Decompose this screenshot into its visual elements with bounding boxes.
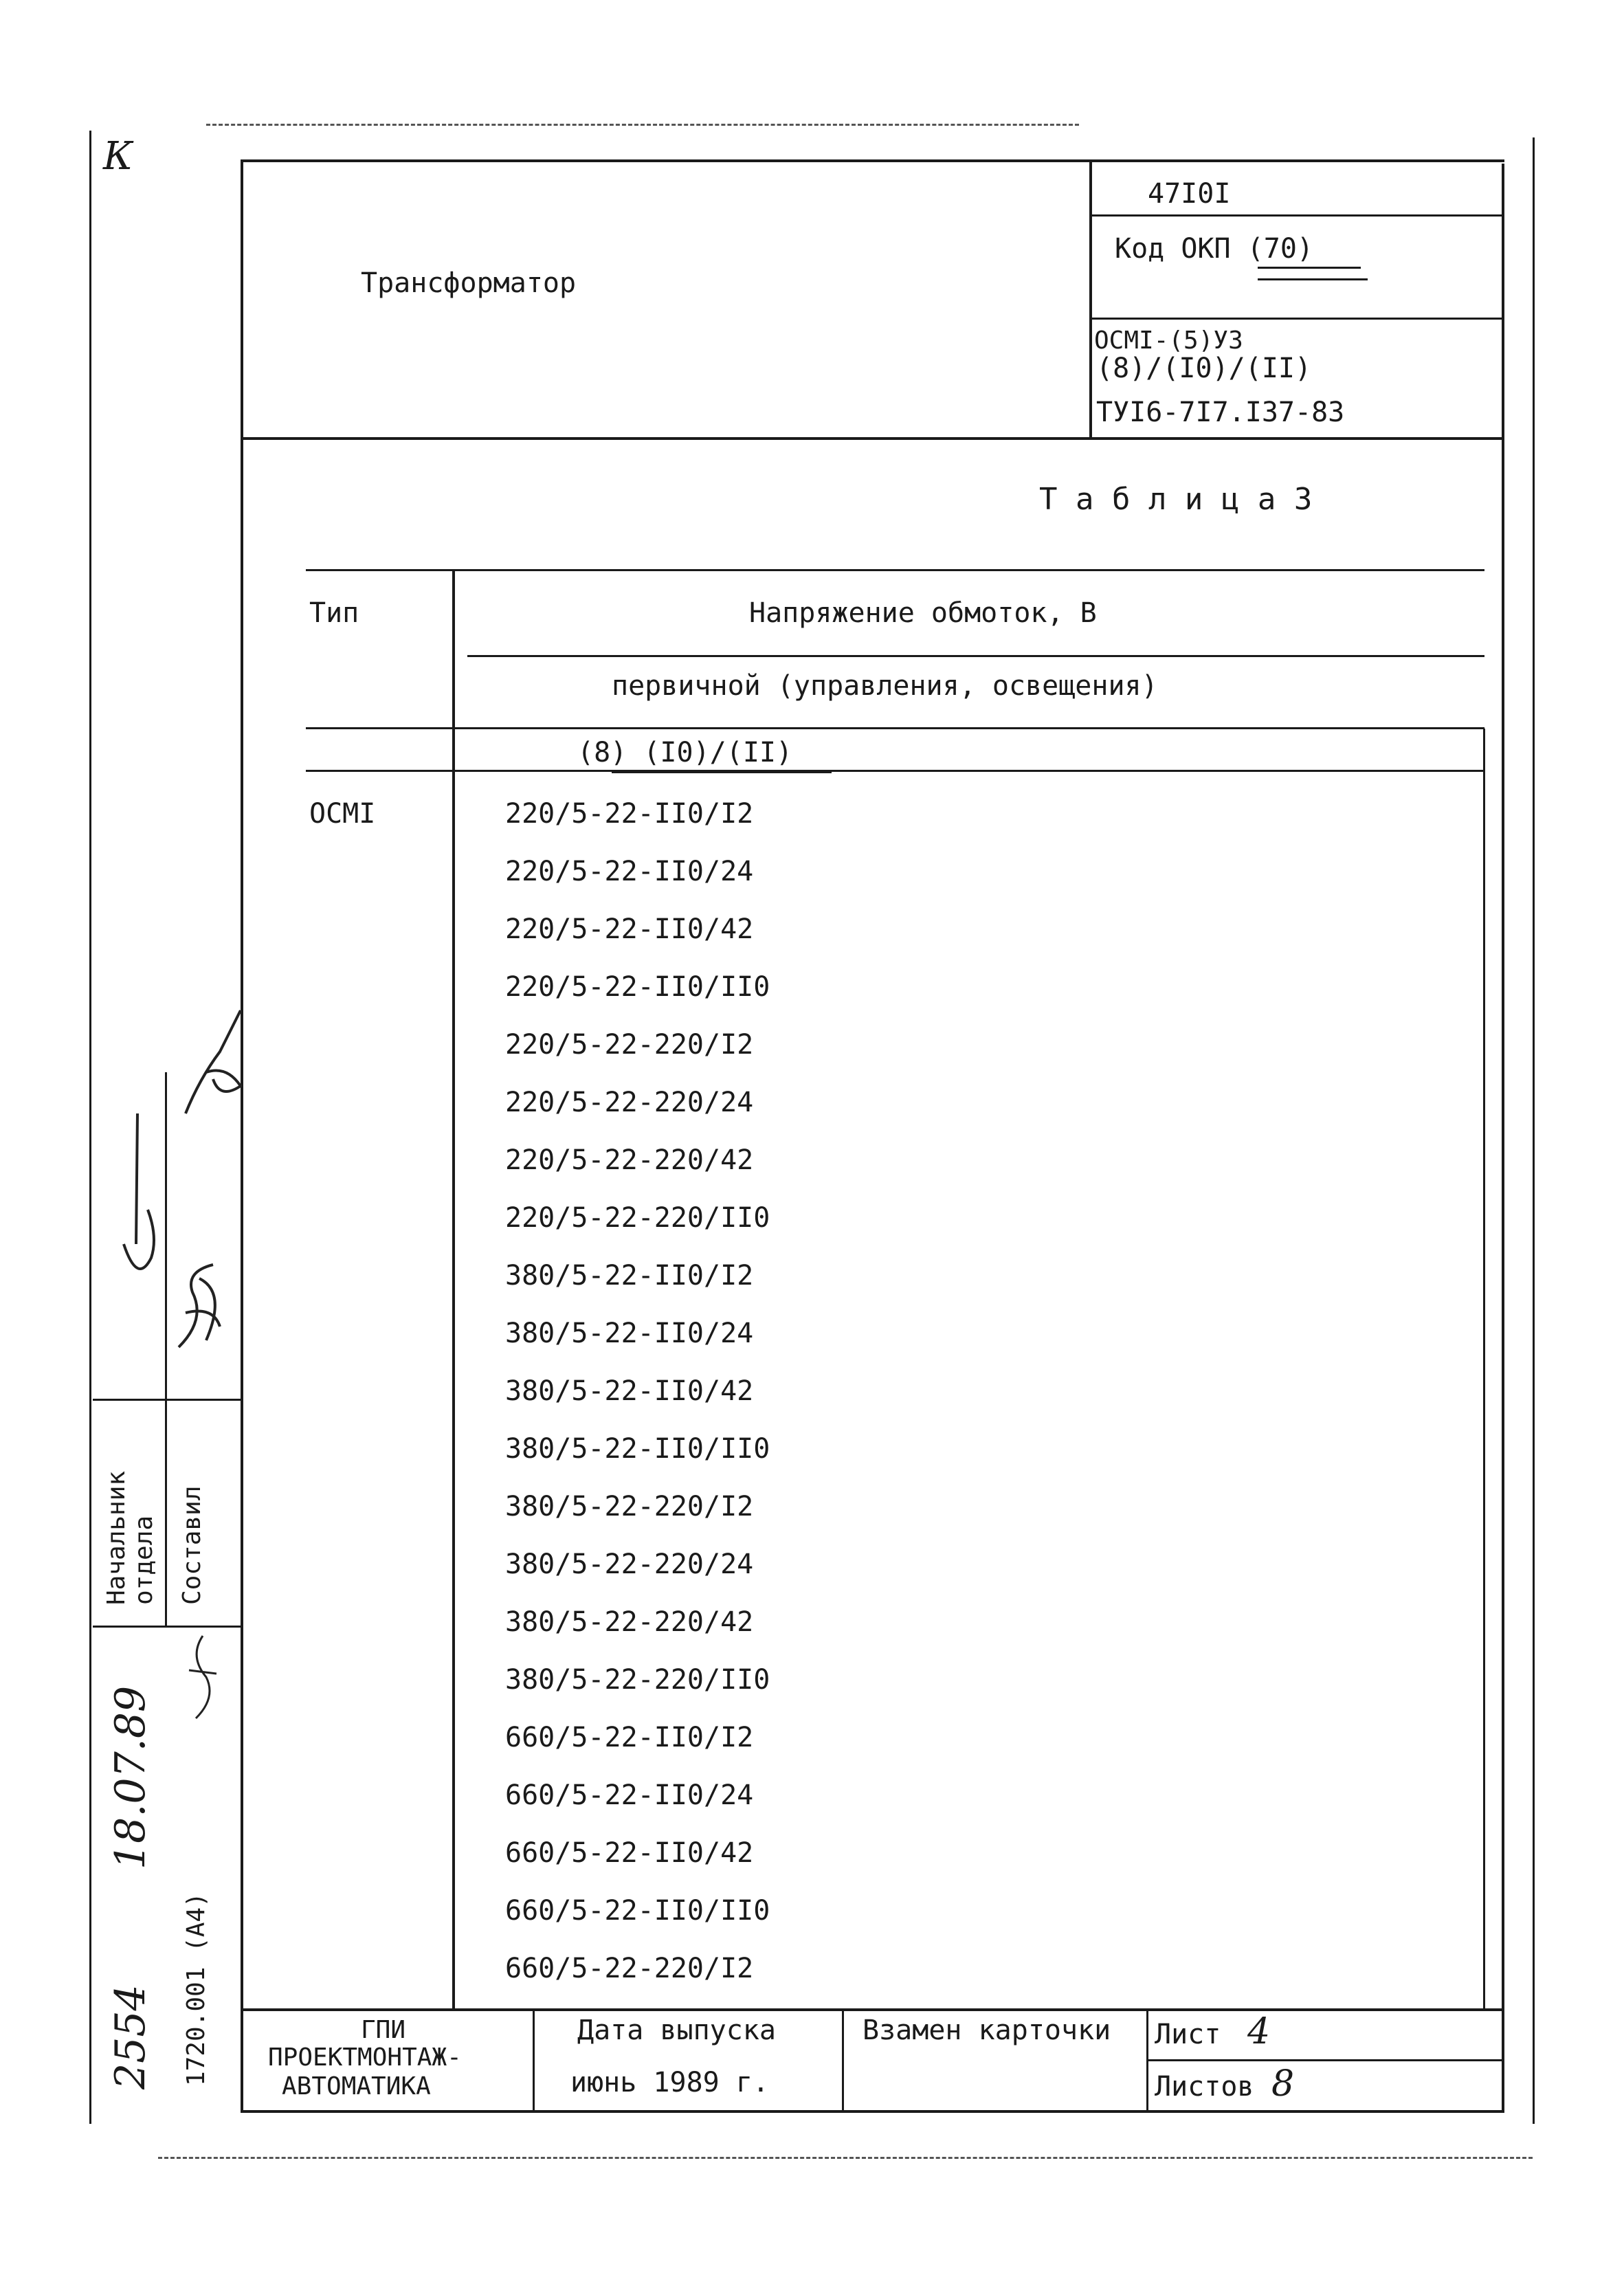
table-row: 380/5-22-II0/I2	[505, 1260, 754, 1291]
table-right	[1483, 729, 1485, 2008]
table-row: 380/5-22-II0/II0	[505, 1433, 770, 1465]
head-label: Начальник отдела	[102, 1470, 158, 1605]
type-value: ОСМI	[309, 798, 376, 830]
table-row: 220/5-22-220/II0	[505, 1202, 770, 1234]
signature-top	[172, 997, 254, 1120]
org-line1: ГПИ	[361, 2016, 406, 2044]
table-row: 660/5-22-II0/II0	[505, 1895, 770, 1927]
table-code-row: (8) (I0)/(II)	[577, 737, 793, 768]
frame-right	[1502, 164, 1504, 2111]
table-row: 220/5-22-II0/24	[505, 856, 754, 887]
replaces-label: Взамен карточки	[863, 2015, 1111, 2046]
table-row: 220/5-22-220/I2	[505, 1029, 754, 1061]
sheet-label: Лист	[1155, 2019, 1221, 2050]
table-subheader: первичной (управления, освещения)	[612, 670, 1158, 702]
model-line1: ОСМI-(5)УЗ	[1094, 326, 1243, 355]
header-right-row1	[1089, 214, 1504, 217]
right-edge-line	[1533, 137, 1535, 2124]
form-code: 1720.001 (А4)	[182, 1892, 210, 2086]
table-top	[306, 569, 1484, 571]
spec-number: ТУI6-7I7.I37-83	[1096, 397, 1345, 428]
issue-label: Дата выпуска	[577, 2015, 776, 2046]
footer-top	[241, 2008, 1504, 2011]
frame-bottom	[241, 2110, 1504, 2113]
table-row: 220/5-22-220/24	[505, 1087, 754, 1118]
top-edge-dash	[206, 124, 1079, 126]
table-header-row1	[467, 655, 1484, 657]
org-line3: АВТОМАТИКА	[282, 2072, 431, 2100]
table-row: 660/5-22-II0/24	[505, 1779, 754, 1811]
left-edge-line	[89, 131, 91, 2124]
bottom-edge-dash	[158, 2157, 1533, 2159]
table-row: 380/5-22-220/42	[505, 1606, 754, 1638]
table-row: 380/5-22-220/I2	[505, 1491, 754, 1522]
sheet-number: 4	[1247, 2011, 1271, 2052]
footer-sheet-divider	[1146, 2059, 1504, 2061]
corner-mark: К	[103, 134, 133, 179]
number-handwritten: 2554	[107, 1984, 155, 2089]
table-row: 220/5-22-II0/II0	[505, 971, 770, 1003]
frame-top	[241, 159, 1504, 162]
header-right-row2	[1089, 318, 1504, 320]
signature-bottom	[175, 1629, 230, 1739]
table-row: 220/5-22-220/42	[505, 1144, 754, 1176]
table-row: 660/5-22-II0/42	[505, 1837, 754, 1869]
signature-compiler	[165, 1251, 234, 1361]
okp-arrow	[1258, 267, 1361, 269]
okp-number: 47I0I	[1148, 178, 1231, 210]
org-line2: ПРОЕКТМОНТАЖ-	[268, 2043, 462, 2072]
footer-div1	[533, 2008, 535, 2111]
table-row: 660/5-22-II0/I2	[505, 1722, 754, 1753]
table-row: 380/5-22-220/24	[505, 1549, 754, 1580]
compiler-label: Составил	[178, 1485, 206, 1605]
table-row: 220/5-22-II0/42	[505, 913, 754, 945]
model-line2: (8)/(I0)/(II)	[1096, 353, 1312, 384]
code-row-underline	[612, 771, 832, 773]
sheets-total: 8	[1271, 2063, 1295, 2105]
table-header-row3	[306, 770, 1484, 772]
footer-div2	[842, 2008, 844, 2111]
date-handwritten: 18.07.89	[107, 1685, 155, 1870]
sheets-label: Листов	[1155, 2071, 1254, 2103]
table-header-row2	[306, 727, 1484, 729]
table-row: 220/5-22-II0/I2	[505, 798, 754, 830]
header-divider	[1089, 159, 1092, 440]
frame-left	[241, 159, 243, 2111]
header-bottom	[241, 437, 1504, 440]
table-row: 660/5-22-220/I2	[505, 1953, 754, 1984]
signature-head	[110, 1107, 165, 1313]
table-row: 380/5-22-II0/42	[505, 1375, 754, 1407]
table-row: 380/5-22-II0/24	[505, 1318, 754, 1349]
col-voltage-header: Напряжение обмоток, В	[749, 597, 1097, 629]
issue-date: июнь 1989 г.	[570, 2067, 769, 2098]
margin-box-bottom	[93, 1626, 241, 1628]
table-type-divider	[452, 569, 455, 2008]
table-caption: Т а б л и ц а 3	[1039, 482, 1313, 517]
okp-code: Код ОКП (70)	[1115, 233, 1313, 265]
table-row: 380/5-22-220/II0	[505, 1664, 770, 1696]
product-name: Трансформатор	[361, 267, 577, 299]
col-type-header: Тип	[309, 597, 359, 629]
okp-code-underline	[1258, 278, 1368, 280]
